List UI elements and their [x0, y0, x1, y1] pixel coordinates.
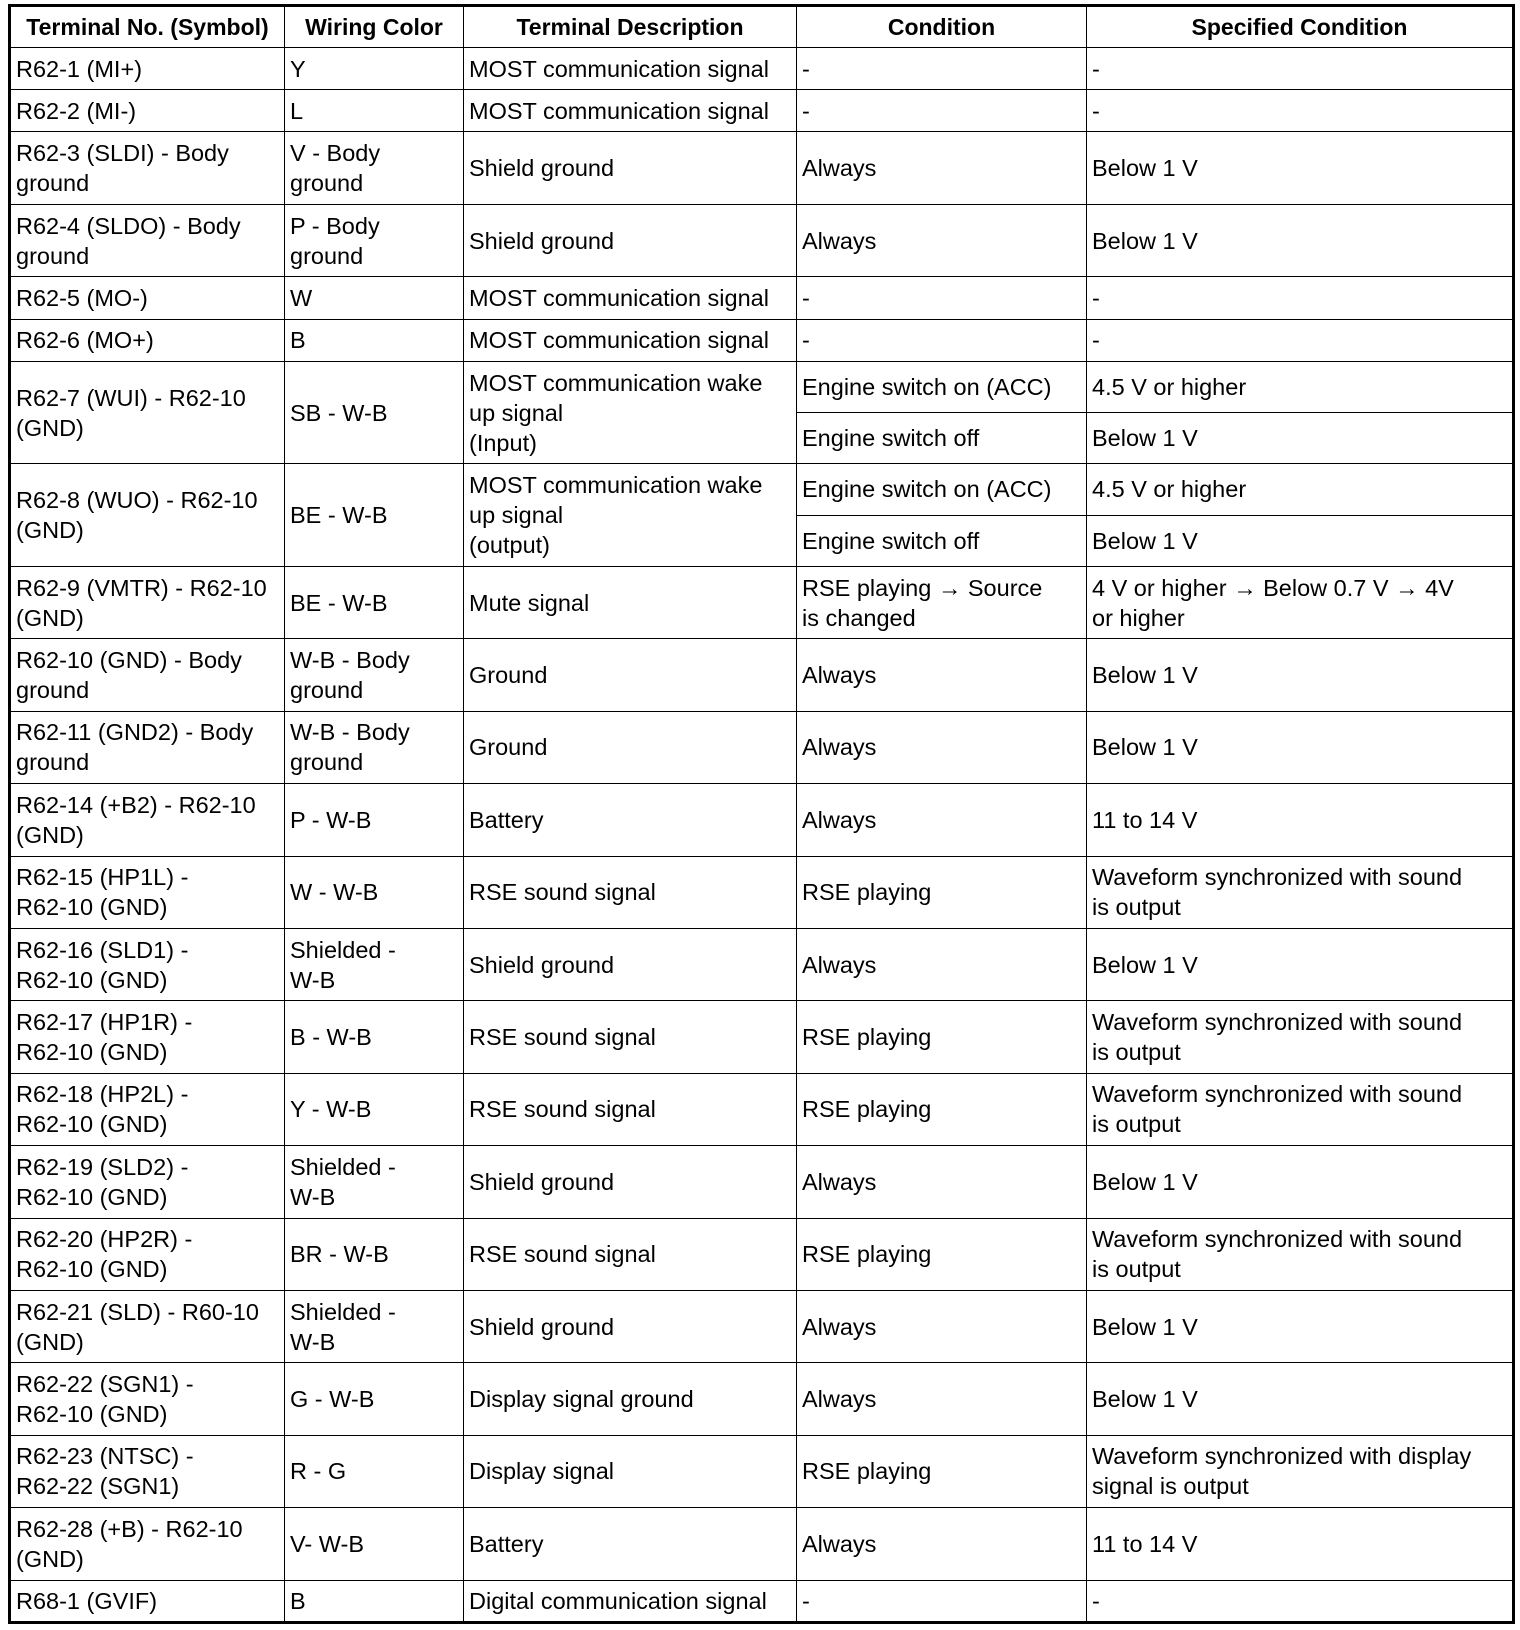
condition-cell: - — [797, 277, 1087, 319]
table-row — [10, 48, 1514, 90]
specified-condition-cell: Below 1 V — [1087, 928, 1514, 1000]
table-row — [10, 639, 1514, 711]
description-cell: Shield ground — [464, 1290, 797, 1362]
wiring-color-cell: B - W-B — [285, 1001, 464, 1073]
specified-condition-cell: Below 1 V — [1087, 1290, 1514, 1362]
table-row — [10, 566, 1514, 638]
description-cell: MOST communication wake up signal (output) — [464, 464, 797, 567]
description-cell: Display signal — [464, 1435, 797, 1507]
wiring-color-cell: G - W-B — [285, 1363, 464, 1435]
specified-condition-cell: Below 1 V — [1087, 711, 1514, 783]
terminal-cell: R62-21 (SLD) - R60-10 (GND) — [10, 1290, 285, 1362]
wiring-color-cell: Y — [285, 48, 464, 90]
condition-cell: Engine switch on (ACC) — [797, 464, 1087, 515]
specified-condition-cell: Below 1 V — [1087, 1363, 1514, 1435]
wiring-color-cell: L — [285, 90, 464, 132]
terminal-cell: R62-23 (NTSC) - R62-22 (SGN1) — [10, 1435, 285, 1507]
specified-condition-cell: Waveform synchronized with sound is output — [1087, 1001, 1514, 1073]
condition-cell: RSE playing — [797, 1001, 1087, 1073]
wiring-color-cell: W - W-B — [285, 856, 464, 928]
specified-condition-cell: Below 1 V — [1087, 132, 1514, 204]
specified-condition-cell: - — [1087, 319, 1514, 361]
wiring-color-cell: P - W-B — [285, 784, 464, 856]
specified-condition-cell: 4 V or higher → Below 0.7 V → 4V or higher — [1087, 566, 1514, 638]
header-specified-condition: Specified Condition — [1087, 6, 1514, 48]
condition-cell: Always — [797, 711, 1087, 783]
terminal-cell: R62-14 (+B2) - R62-10 (GND) — [10, 784, 285, 856]
condition-cell: - — [797, 90, 1087, 132]
description-cell: Shield ground — [464, 204, 797, 276]
condition-cell: RSE playing — [797, 1218, 1087, 1290]
description-cell: RSE sound signal — [464, 1218, 797, 1290]
terminal-cell: R62-1 (MI+) — [10, 48, 285, 90]
terminal-table — [8, 4, 1515, 1624]
description-cell: Display signal ground — [464, 1363, 797, 1435]
terminal-cell: R62-17 (HP1R) - R62-10 (GND) — [10, 1001, 285, 1073]
table-row — [10, 319, 1514, 361]
description-cell: Ground — [464, 711, 797, 783]
description-cell: Digital communication signal — [464, 1580, 797, 1622]
terminal-cell: R62-5 (MO-) — [10, 277, 285, 319]
specified-condition-cell: Waveform synchronized with sound is output — [1087, 1073, 1514, 1145]
table-row — [10, 1508, 1514, 1580]
wiring-color-cell: B — [285, 1580, 464, 1622]
description-cell: Battery — [464, 784, 797, 856]
condition-cell: - — [797, 1580, 1087, 1622]
terminal-cell: R62-9 (VMTR) - R62-10 (GND) — [10, 566, 285, 638]
terminal-cell: R62-7 (WUI) - R62-10 (GND) — [10, 361, 285, 464]
terminal-cell: R62-15 (HP1L) - R62-10 (GND) — [10, 856, 285, 928]
header-terminal: Terminal No. (Symbol) — [10, 6, 285, 48]
description-cell: Shield ground — [464, 928, 797, 1000]
specified-condition-cell: - — [1087, 1580, 1514, 1622]
specified-condition-cell: - — [1087, 90, 1514, 132]
terminal-cell: R62-19 (SLD2) - R62-10 (GND) — [10, 1146, 285, 1218]
description-cell: Mute signal — [464, 566, 797, 638]
specified-condition-cell: Below 1 V — [1087, 204, 1514, 276]
wiring-color-cell: BE - W-B — [285, 464, 464, 567]
condition-cell: Always — [797, 1363, 1087, 1435]
description-cell: MOST communication signal — [464, 319, 797, 361]
table-row — [10, 204, 1514, 276]
specified-condition-cell: 11 to 14 V — [1087, 1508, 1514, 1580]
description-cell: Battery — [464, 1508, 797, 1580]
condition-cell: Always — [797, 132, 1087, 204]
terminal-cell: R62-6 (MO+) — [10, 319, 285, 361]
condition-cell: Engine switch on (ACC) — [797, 361, 1087, 412]
specified-condition-cell: 4.5 V or higher — [1087, 464, 1514, 515]
terminal-cell: R62-2 (MI-) — [10, 90, 285, 132]
terminal-cell: R62-22 (SGN1) - R62-10 (GND) — [10, 1363, 285, 1435]
specified-condition-cell: Waveform synchronized with sound is output — [1087, 1218, 1514, 1290]
table-row — [10, 928, 1514, 1000]
description-cell: MOST communication signal — [464, 48, 797, 90]
table-row — [10, 1580, 1514, 1622]
table-row — [10, 1290, 1514, 1362]
wiring-color-cell: W-B - Body ground — [285, 639, 464, 711]
terminal-cell: R62-10 (GND) - Body ground — [10, 639, 285, 711]
wiring-color-cell: Shielded - W-B — [285, 1290, 464, 1362]
terminal-cell: R62-4 (SLDO) - Body ground — [10, 204, 285, 276]
table-row — [10, 1218, 1514, 1290]
condition-cell: RSE playing → Source is changed — [797, 566, 1087, 638]
specified-condition-cell: Below 1 V — [1087, 639, 1514, 711]
table-row — [10, 90, 1514, 132]
table-row — [10, 856, 1514, 928]
terminal-cell: R62-18 (HP2L) - R62-10 (GND) — [10, 1073, 285, 1145]
specified-condition-cell: - — [1087, 277, 1514, 319]
wiring-color-cell: BR - W-B — [285, 1218, 464, 1290]
wiring-color-cell: Y - W-B — [285, 1073, 464, 1145]
terminal-cell: R62-16 (SLD1) - R62-10 (GND) — [10, 928, 285, 1000]
header-description: Terminal Description — [464, 6, 797, 48]
wiring-color-cell: Shielded - W-B — [285, 1146, 464, 1218]
wiring-color-cell: BE - W-B — [285, 566, 464, 638]
header-wiring-color: Wiring Color — [285, 6, 464, 48]
specified-condition-cell: - — [1087, 48, 1514, 90]
table-row — [10, 464, 1514, 515]
condition-cell: RSE playing — [797, 1435, 1087, 1507]
terminal-cell: R62-20 (HP2R) - R62-10 (GND) — [10, 1218, 285, 1290]
table-body — [10, 48, 1514, 1623]
condition-cell: - — [797, 319, 1087, 361]
description-cell: RSE sound signal — [464, 1001, 797, 1073]
specified-condition-cell: Below 1 V — [1087, 1146, 1514, 1218]
table-row — [10, 361, 1514, 412]
table-row — [10, 1146, 1514, 1218]
terminal-cell: R68-1 (GVIF) — [10, 1580, 285, 1622]
condition-cell: RSE playing — [797, 1073, 1087, 1145]
specified-condition-cell: Below 1 V — [1087, 515, 1514, 566]
terminal-cell: R62-8 (WUO) - R62-10 (GND) — [10, 464, 285, 567]
wiring-color-cell: SB - W-B — [285, 361, 464, 464]
specified-condition-cell: 11 to 14 V — [1087, 784, 1514, 856]
specified-condition-cell: 4.5 V or higher — [1087, 361, 1514, 412]
condition-cell: Always — [797, 204, 1087, 276]
specified-condition-cell: Waveform synchronized with sound is output — [1087, 856, 1514, 928]
specified-condition-cell: Waveform synchronized with display signal is output — [1087, 1435, 1514, 1507]
table-row — [10, 1435, 1514, 1507]
table-row — [10, 711, 1514, 783]
wiring-color-cell: W — [285, 277, 464, 319]
wiring-color-cell: B — [285, 319, 464, 361]
condition-cell: - — [797, 48, 1087, 90]
condition-cell: Always — [797, 1290, 1087, 1362]
description-cell: MOST communication signal — [464, 90, 797, 132]
wiring-color-cell: V - Body ground — [285, 132, 464, 204]
description-cell: Shield ground — [464, 132, 797, 204]
table-row — [10, 132, 1514, 204]
condition-cell: RSE playing — [797, 856, 1087, 928]
terminal-cell: R62-3 (SLDI) - Body ground — [10, 132, 285, 204]
table-row — [10, 1001, 1514, 1073]
description-cell: MOST communication wake up signal (Input) — [464, 361, 797, 464]
condition-cell: Always — [797, 784, 1087, 856]
terminal-cell: R62-28 (+B) - R62-10 (GND) — [10, 1508, 285, 1580]
condition-cell: Always — [797, 639, 1087, 711]
header-row — [10, 6, 1514, 48]
condition-cell: Engine switch off — [797, 413, 1087, 464]
table-row — [10, 1073, 1514, 1145]
wiring-color-cell: V- W-B — [285, 1508, 464, 1580]
condition-cell: Engine switch off — [797, 515, 1087, 566]
wiring-color-cell: R - G — [285, 1435, 464, 1507]
description-cell: MOST communication signal — [464, 277, 797, 319]
wiring-color-cell: Shielded - W-B — [285, 928, 464, 1000]
wiring-color-cell: W-B - Body ground — [285, 711, 464, 783]
specified-condition-cell: Below 1 V — [1087, 413, 1514, 464]
table-row — [10, 1363, 1514, 1435]
terminal-cell: R62-11 (GND2) - Body ground — [10, 711, 285, 783]
condition-cell: Always — [797, 1508, 1087, 1580]
description-cell: RSE sound signal — [464, 856, 797, 928]
wiring-color-cell: P - Body ground — [285, 204, 464, 276]
table-row — [10, 277, 1514, 319]
condition-cell: Always — [797, 1146, 1087, 1218]
description-cell: Shield ground — [464, 1146, 797, 1218]
description-cell: Ground — [464, 639, 797, 711]
description-cell: RSE sound signal — [464, 1073, 797, 1145]
condition-cell: Always — [797, 928, 1087, 1000]
header-condition: Condition — [797, 6, 1087, 48]
table-row — [10, 784, 1514, 856]
